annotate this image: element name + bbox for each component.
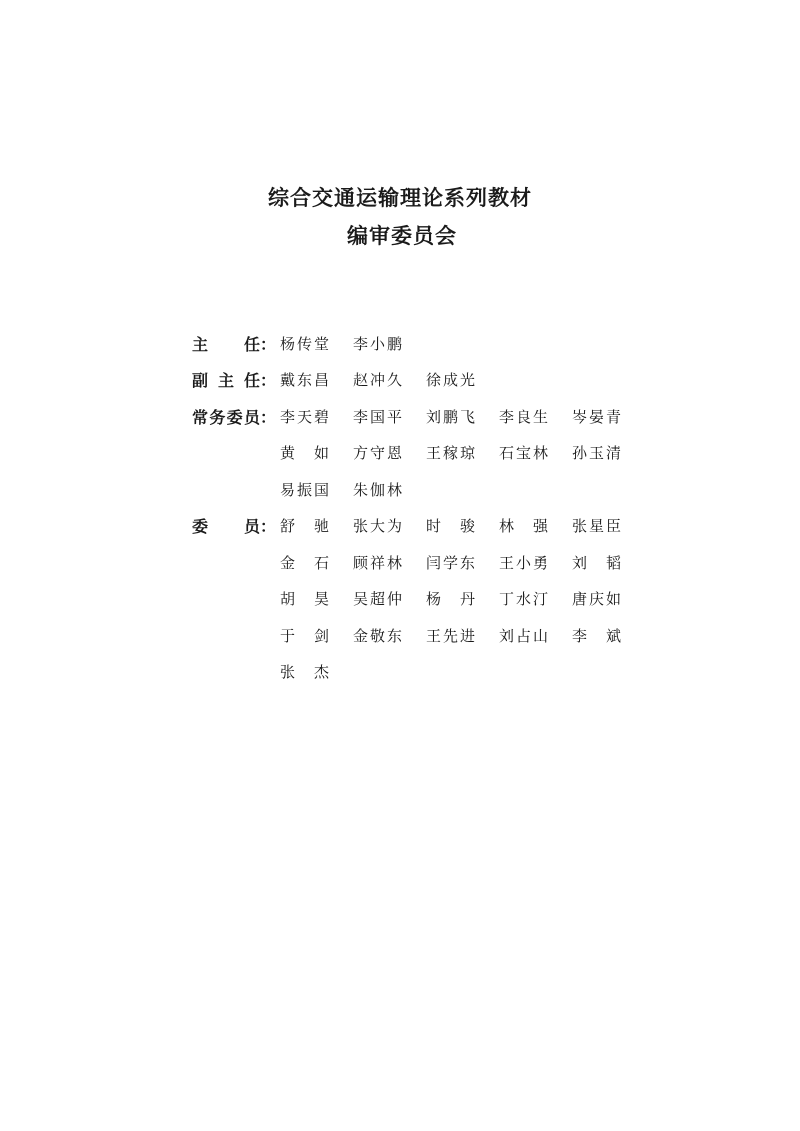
member-name: 杨 丹	[426, 590, 478, 609]
member-name: 戴东昌	[280, 371, 332, 390]
member-names	[280, 479, 426, 500]
role-label	[192, 514, 280, 537]
role-colon: ：	[259, 334, 276, 354]
role-char: 员	[243, 517, 260, 537]
member-name: 李国平	[353, 407, 405, 426]
role-char: 常	[192, 407, 209, 427]
member-names	[280, 661, 353, 682]
member-names	[280, 406, 645, 427]
member-names	[280, 552, 645, 573]
member-name: 易振国	[280, 480, 332, 499]
member-name: 林 强	[499, 517, 551, 536]
member-name: 方守恩	[353, 444, 405, 463]
member-names	[280, 588, 645, 609]
member-name: 张大为	[353, 517, 405, 536]
member-name: 孙玉清	[572, 444, 624, 463]
member-name: 黄 如	[280, 444, 332, 463]
role-char: 员	[243, 407, 260, 427]
committee-row	[192, 654, 652, 691]
role-label	[192, 332, 280, 355]
role-char: 主	[217, 371, 234, 391]
member-name: 吴超仲	[353, 590, 405, 609]
series-title: 综合交通运输理论系列教材	[268, 186, 532, 210]
committee-title: 编审委员会	[347, 224, 457, 248]
role-char: 主	[192, 334, 209, 354]
member-names	[280, 369, 499, 390]
role-char: 委	[192, 517, 209, 537]
member-name: 唐庆如	[572, 590, 624, 609]
member-name: 于 剑	[280, 626, 332, 645]
member-name: 李 斌	[572, 626, 624, 645]
committee-row	[192, 471, 652, 508]
role-colon: ：	[259, 371, 276, 391]
member-name: 张星臣	[572, 517, 624, 536]
role-text	[192, 368, 260, 391]
member-names	[280, 333, 426, 354]
member-name: 王先进	[426, 626, 478, 645]
role-label	[192, 368, 280, 391]
member-name: 顾祥林	[353, 553, 405, 572]
member-name: 张 杰	[280, 663, 332, 682]
member-name: 王稼琼	[426, 444, 478, 463]
member-name: 金敬东	[353, 626, 405, 645]
role-text	[192, 514, 260, 537]
role-char: 务	[209, 407, 226, 427]
member-name: 闫学东	[426, 553, 478, 572]
member-names	[280, 625, 645, 646]
member-name: 刘 韬	[572, 553, 624, 572]
member-name: 王小勇	[499, 553, 551, 572]
member-name: 时 骏	[426, 517, 478, 536]
committee-row	[192, 581, 652, 618]
role-char: 任	[243, 371, 260, 391]
role-label	[192, 405, 280, 428]
member-names	[280, 442, 645, 463]
committee-row	[192, 398, 652, 435]
member-name: 岑晏青	[572, 407, 624, 426]
member-name: 朱伽林	[353, 480, 405, 499]
committee-row	[192, 325, 652, 362]
committee-row	[192, 508, 652, 545]
role-text	[192, 405, 260, 428]
member-name: 金 石	[280, 553, 332, 572]
role-colon: ：	[259, 517, 276, 537]
member-name: 杨传堂	[280, 334, 332, 353]
role-char: 任	[243, 334, 260, 354]
committee-row	[192, 544, 652, 581]
committee-row	[192, 362, 652, 399]
member-names	[280, 515, 645, 536]
member-name: 赵冲久	[353, 371, 405, 390]
committee-row	[192, 617, 652, 654]
member-name: 刘占山	[499, 626, 551, 645]
member-name: 李良生	[499, 407, 551, 426]
member-name: 胡 昊	[280, 590, 332, 609]
role-text	[192, 332, 260, 355]
member-name: 舒 驰	[280, 517, 332, 536]
member-name: 徐成光	[426, 371, 478, 390]
member-name: 李小鹏	[353, 334, 405, 353]
member-name: 李天碧	[280, 407, 332, 426]
member-name: 石宝林	[499, 444, 551, 463]
committee-list	[192, 325, 652, 690]
role-char: 副	[192, 371, 209, 391]
committee-row	[192, 435, 652, 472]
role-char: 委	[226, 407, 243, 427]
member-name: 刘鹏飞	[426, 407, 478, 426]
member-name: 丁水汀	[499, 590, 551, 609]
role-colon: ：	[259, 407, 276, 427]
